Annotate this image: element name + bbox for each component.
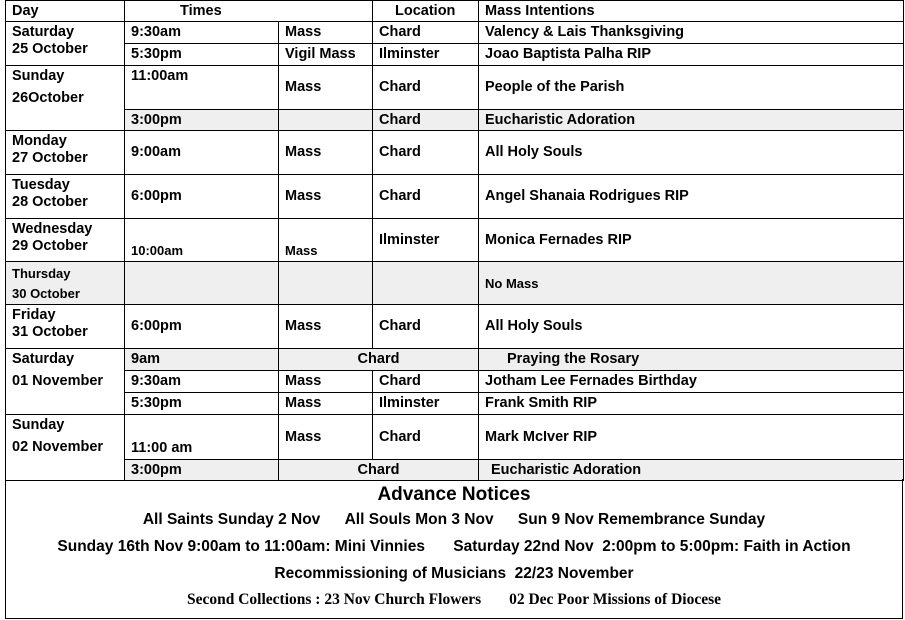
day-cell: Thursday 30 October (6, 262, 125, 305)
table-row (6, 131, 904, 175)
location-cell: Chard (279, 349, 479, 371)
intention-cell: Joao Baptista Palha RIP (479, 44, 904, 66)
time-cell: 9:00am (125, 131, 279, 175)
header-day: Day (6, 1, 125, 22)
location-cell: Chard (373, 175, 479, 219)
mass-schedule-sheet (5, 0, 903, 620)
header-intentions: Mass Intentions (479, 1, 904, 22)
location-cell: Chard (373, 22, 479, 44)
notice-item: Recommissioning of Musicians 22/23 November (274, 565, 634, 582)
notice-item: 02 Dec Poor Missions of Diocese (509, 591, 722, 608)
location-cell: Chard (373, 131, 479, 175)
time-cell: 5:30pm (125, 393, 279, 415)
notice-item: Saturday 22nd Nov 2:00pm to 5:00pm: Faith in Action (453, 538, 851, 555)
time-cell: 3:00pm (125, 460, 279, 481)
intention-cell: All Holy Souls (479, 131, 904, 175)
day-cell: Sunday 26October (6, 66, 125, 131)
time-cell: 3:00pm (125, 110, 279, 131)
table-row (6, 262, 904, 305)
table-row (6, 371, 904, 393)
type-cell: Mass (279, 219, 373, 262)
location-cell (373, 262, 479, 305)
intention-cell: Jotham Lee Fernades Birthday (479, 371, 904, 393)
schedule-table (5, 0, 904, 481)
type-cell (279, 262, 373, 305)
location-cell: Ilminster (373, 393, 479, 415)
intention-cell: Praying the Rosary (479, 349, 904, 371)
table-row (6, 349, 904, 371)
intention-cell: All Holy Souls (479, 305, 904, 349)
type-cell: Mass (279, 393, 373, 415)
time-cell: 5:30pm (125, 44, 279, 66)
type-cell: Mass (279, 305, 373, 349)
advance-notices-title: Advance Notices (377, 484, 531, 505)
advance-notices-box (5, 479, 903, 619)
day-cell: Wednesday 29 October (6, 219, 125, 262)
type-cell: Mass (279, 131, 373, 175)
type-cell: Mass (279, 415, 373, 460)
table-row (6, 460, 904, 481)
time-cell (125, 262, 279, 305)
notice-item: Sun 9 Nov Remembrance Sunday (517, 511, 766, 528)
day-cell: Friday 31 October (6, 305, 125, 349)
notice-item: All Souls Mon 3 Nov (344, 511, 494, 528)
notice-item: Second Collections : 23 Nov Church Flowers (186, 591, 482, 608)
header-location: Location (373, 1, 479, 22)
time-cell: 6:00pm (125, 175, 279, 219)
table-row (6, 393, 904, 415)
location-cell: Chard (373, 415, 479, 460)
time-cell: 9:30am (125, 22, 279, 44)
intention-cell: Monica Fernades RIP (479, 219, 904, 262)
table-row (6, 110, 904, 131)
intention-cell: No Mass (479, 262, 904, 305)
location-cell: Chard (373, 305, 479, 349)
location-cell: Chard (373, 110, 479, 131)
intention-cell: Angel Shanaia Rodrigues RIP (479, 175, 904, 219)
table-row (6, 66, 904, 110)
table-row (6, 305, 904, 349)
day-cell: Saturday 01 November (6, 349, 125, 415)
time-cell: 9am (125, 349, 279, 371)
day-cell: Saturday 25 October (6, 22, 125, 66)
location-cell: Chard (373, 66, 479, 110)
type-cell: Mass (279, 175, 373, 219)
intention-cell: Eucharistic Adoration (479, 110, 904, 131)
location-cell: Chard (373, 371, 479, 393)
table-row (6, 219, 904, 262)
notice-item: Sunday 16th Nov 9:00am to 11:00am: Mini Vinnies (57, 538, 425, 555)
time-cell: 11:00 am (125, 415, 279, 460)
location-cell: Chard (279, 460, 479, 481)
intention-cell: Eucharistic Adoration (479, 460, 904, 481)
table-row (6, 175, 904, 219)
notices-line (6, 506, 902, 533)
day-cell: Tuesday 28 October (6, 175, 125, 219)
time-cell: 11:00am (125, 66, 279, 110)
intention-cell: Valency & Lais Thanksgiving (479, 22, 904, 44)
notice-item: All Saints Sunday 2 Nov (142, 511, 321, 528)
intention-cell: Frank Smith RIP (479, 393, 904, 415)
time-cell: 10:00am (125, 219, 279, 262)
time-cell: 6:00pm (125, 305, 279, 349)
second-collections-line (6, 587, 902, 612)
time-cell: 9:30am (125, 371, 279, 393)
type-cell: Mass (279, 66, 373, 110)
location-cell: Ilminster (373, 219, 479, 262)
location-cell: Ilminster (373, 44, 479, 66)
type-cell: Mass (279, 22, 373, 44)
notices-line (6, 560, 902, 587)
intention-cell: People of the Parish (479, 66, 904, 110)
day-cell: Sunday 02 November (6, 415, 125, 481)
type-cell (279, 110, 373, 131)
header-row (6, 1, 904, 22)
day-cell: Monday 27 October (6, 131, 125, 175)
table-row (6, 22, 904, 44)
type-cell: Vigil Mass (279, 44, 373, 66)
table-row (6, 44, 904, 66)
intention-cell: Mark McIver RIP (479, 415, 904, 460)
notices-line (6, 533, 902, 560)
type-cell: Mass (279, 371, 373, 393)
header-times: Times (125, 1, 373, 22)
table-row (6, 415, 904, 460)
